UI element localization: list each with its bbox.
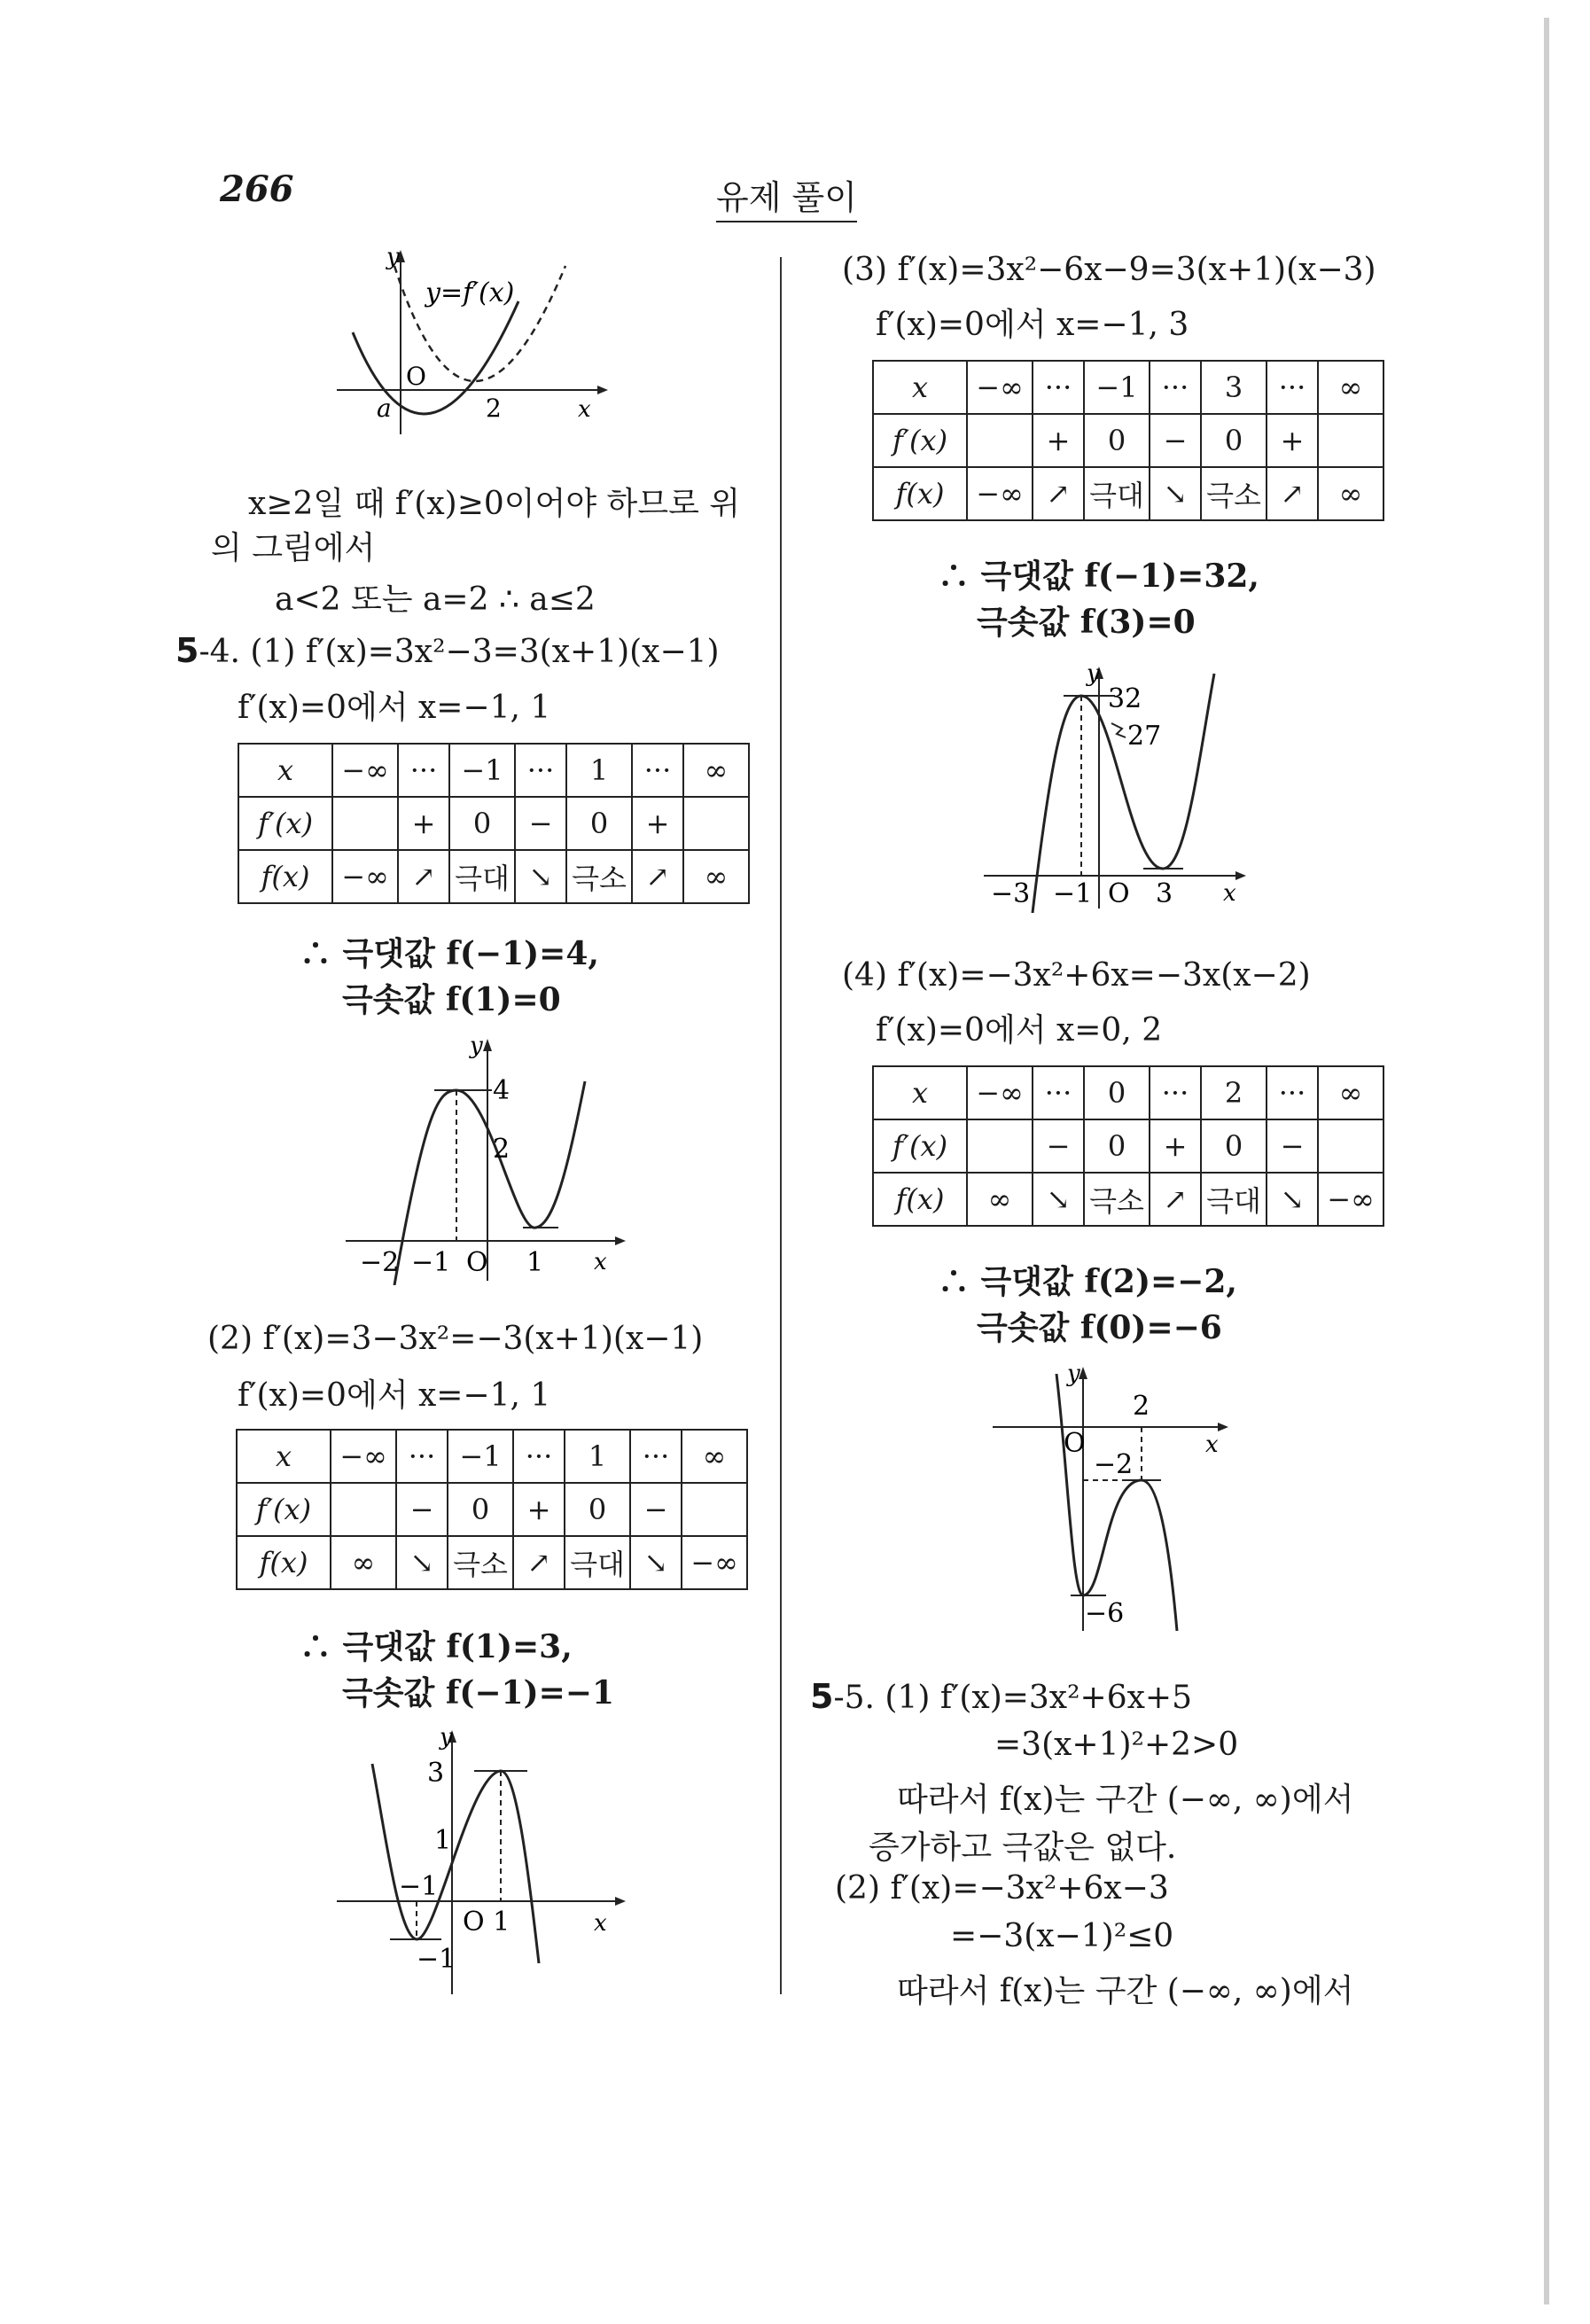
result-max-3: ∴ 극댓값 f(−1)=32, <box>938 558 1259 595</box>
problem-5-5-line <box>810 1677 1192 1716</box>
svg-text:27: 27 <box>1127 721 1162 752</box>
graph-2 <box>328 1720 629 2003</box>
svg-text:3: 3 <box>1156 878 1173 909</box>
svg-text:3: 3 <box>427 1758 445 1789</box>
svg-text:−6: −6 <box>1085 1598 1125 1629</box>
x-axis-arrow <box>597 386 608 394</box>
problem-4-line: (4) f′(x)=−3x²+6x=−3x(x−2) <box>842 957 1311 994</box>
problem-number: 5 <box>175 631 199 670</box>
svg-text:y: y <box>440 1724 453 1751</box>
p55-line-5: (2) f′(x)=−3x²+6x−3 <box>835 1870 1169 1907</box>
two-label: 2 <box>486 394 502 423</box>
svg-text:−1: −1 <box>417 1944 456 1975</box>
roots-line-2: f′(x)=0에서 x=−1, 1 <box>238 1377 551 1414</box>
page-number: 266 <box>220 168 294 210</box>
condition-line-3: a<2 또는 a=2 ∴ a≤2 <box>275 581 596 618</box>
svg-text:y: y <box>1087 660 1100 687</box>
condition-line-1: x≥2일 때 f′(x)≥0이어야 하므로 위 <box>248 486 741 522</box>
graph-4 <box>984 1356 1250 1640</box>
svg-text:x: x <box>1223 880 1236 907</box>
svg-text:4: 4 <box>493 1075 511 1106</box>
page-edge-shadow <box>1544 18 1549 2305</box>
svg-text:x: x <box>1205 1431 1219 1458</box>
svg-text:y: y <box>1067 1361 1080 1387</box>
svg-text:−2: −2 <box>360 1247 400 1278</box>
svg-text:x: x <box>594 1910 607 1937</box>
svg-text:−2: −2 <box>1094 1449 1134 1480</box>
svg-text:2: 2 <box>493 1134 511 1165</box>
roots-line: f′(x)=0에서 x=−1, 1 <box>238 690 551 726</box>
result-max-1: ∴ 극댓값 f(−1)=4, <box>300 935 599 972</box>
svg-text:2: 2 <box>1133 1391 1150 1422</box>
roots-line-3: f′(x)=0에서 x=−1, 3 <box>876 307 1189 343</box>
svg-text:O: O <box>466 1247 488 1278</box>
origin-label: O <box>406 362 426 391</box>
svg-text:1: 1 <box>526 1247 544 1278</box>
svg-text:−1: −1 <box>399 1871 439 1902</box>
result-max-4: ∴ 극댓값 f(2)=−2, <box>938 1263 1237 1300</box>
svg-text:32: 32 <box>1108 683 1142 714</box>
svg-text:−1: −1 <box>411 1247 451 1278</box>
result-min-3: 극솟값 f(3)=0 <box>977 604 1196 641</box>
problem-3-line: (3) f′(x)=3x²−6x−9=3(x+1)(x−3) <box>842 252 1376 288</box>
svg-text:y: y <box>470 1033 483 1059</box>
p55-line-7: 따라서 f(x)는 구간 (−∞, ∞)에서 <box>897 1973 1354 2009</box>
column-divider <box>780 257 782 1994</box>
graph-fprime <box>328 239 620 443</box>
result-min-1: 극솟값 f(1)=0 <box>342 981 561 1018</box>
a-label: a <box>377 394 392 423</box>
sign-table-1: x −∞ ··· −1 ··· 1 ··· ∞ f′(x) + 0 − 0 + f(x) −∞ ↗ 극대 ↘ 극소 ↗ ∞ <box>238 743 750 904</box>
result-min-4: 극솟값 f(0)=−6 <box>977 1309 1222 1346</box>
problem-5-5-equation: -5. (1) f′(x)=3x²+6x+5 <box>833 1680 1192 1716</box>
svg-text:O 1: O 1 <box>463 1907 511 1938</box>
svg-text:1: 1 <box>434 1825 452 1856</box>
sign-table-4: x −∞ ··· 0 ··· 2 ··· ∞ f′(x) − 0 + 0 − f(x) ∞ ↘ 극소 ↗ 극대 ↘ −∞ <box>872 1065 1384 1227</box>
sign-table-2: x −∞ ··· −1 ··· 1 ··· ∞ f′(x) − 0 + 0 − f(x) ∞ ↘ 극소 ↗ 극대 ↘ −∞ <box>236 1429 748 1590</box>
p55-line-6: =−3(x−1)²≤0 <box>950 1918 1174 1954</box>
svg-text:−3: −3 <box>991 878 1031 909</box>
svg-text:x: x <box>594 1249 607 1275</box>
y-label: y <box>386 244 400 270</box>
p55-line-3: 따라서 f(x)는 구간 (−∞, ∞)에서 <box>897 1782 1354 1818</box>
result-max-2: ∴ 극댓값 f(1)=3, <box>300 1628 573 1665</box>
svg-text:O: O <box>1108 878 1130 909</box>
svg-text:O: O <box>1064 1428 1086 1459</box>
graph-3 <box>975 656 1267 913</box>
p55-line-4: 증가하고 극값은 없다. <box>869 1829 1177 1866</box>
problem-number: 5 <box>810 1677 834 1716</box>
curve-label: y=f′(x) <box>425 277 515 308</box>
graph-1 <box>337 1028 638 1285</box>
problem-5-4-equation: -4. (1) f′(x)=3x²−3=3(x+1)(x−1) <box>199 634 720 670</box>
sign-table-3: x −∞ ··· −1 ··· 3 ··· ∞ f′(x) + 0 − 0 + f(x) −∞ ↗ 극대 ↘ 극소 ↗ ∞ <box>872 360 1384 521</box>
problem-5-4-line <box>175 631 720 670</box>
p55-line-2: =3(x+1)²+2>0 <box>994 1727 1239 1763</box>
problem-2-line: (2) f′(x)=3−3x²=−3(x+1)(x−1) <box>207 1321 704 1357</box>
condition-line-2: 의 그림에서 <box>211 530 376 566</box>
x-label: x <box>578 396 591 423</box>
result-min-2: 극솟값 f(−1)=−1 <box>342 1674 615 1712</box>
roots-line-4: f′(x)=0에서 x=0, 2 <box>876 1012 1163 1049</box>
page-header: 유제 풀이 <box>716 170 857 222</box>
svg-text:−1: −1 <box>1053 878 1093 909</box>
